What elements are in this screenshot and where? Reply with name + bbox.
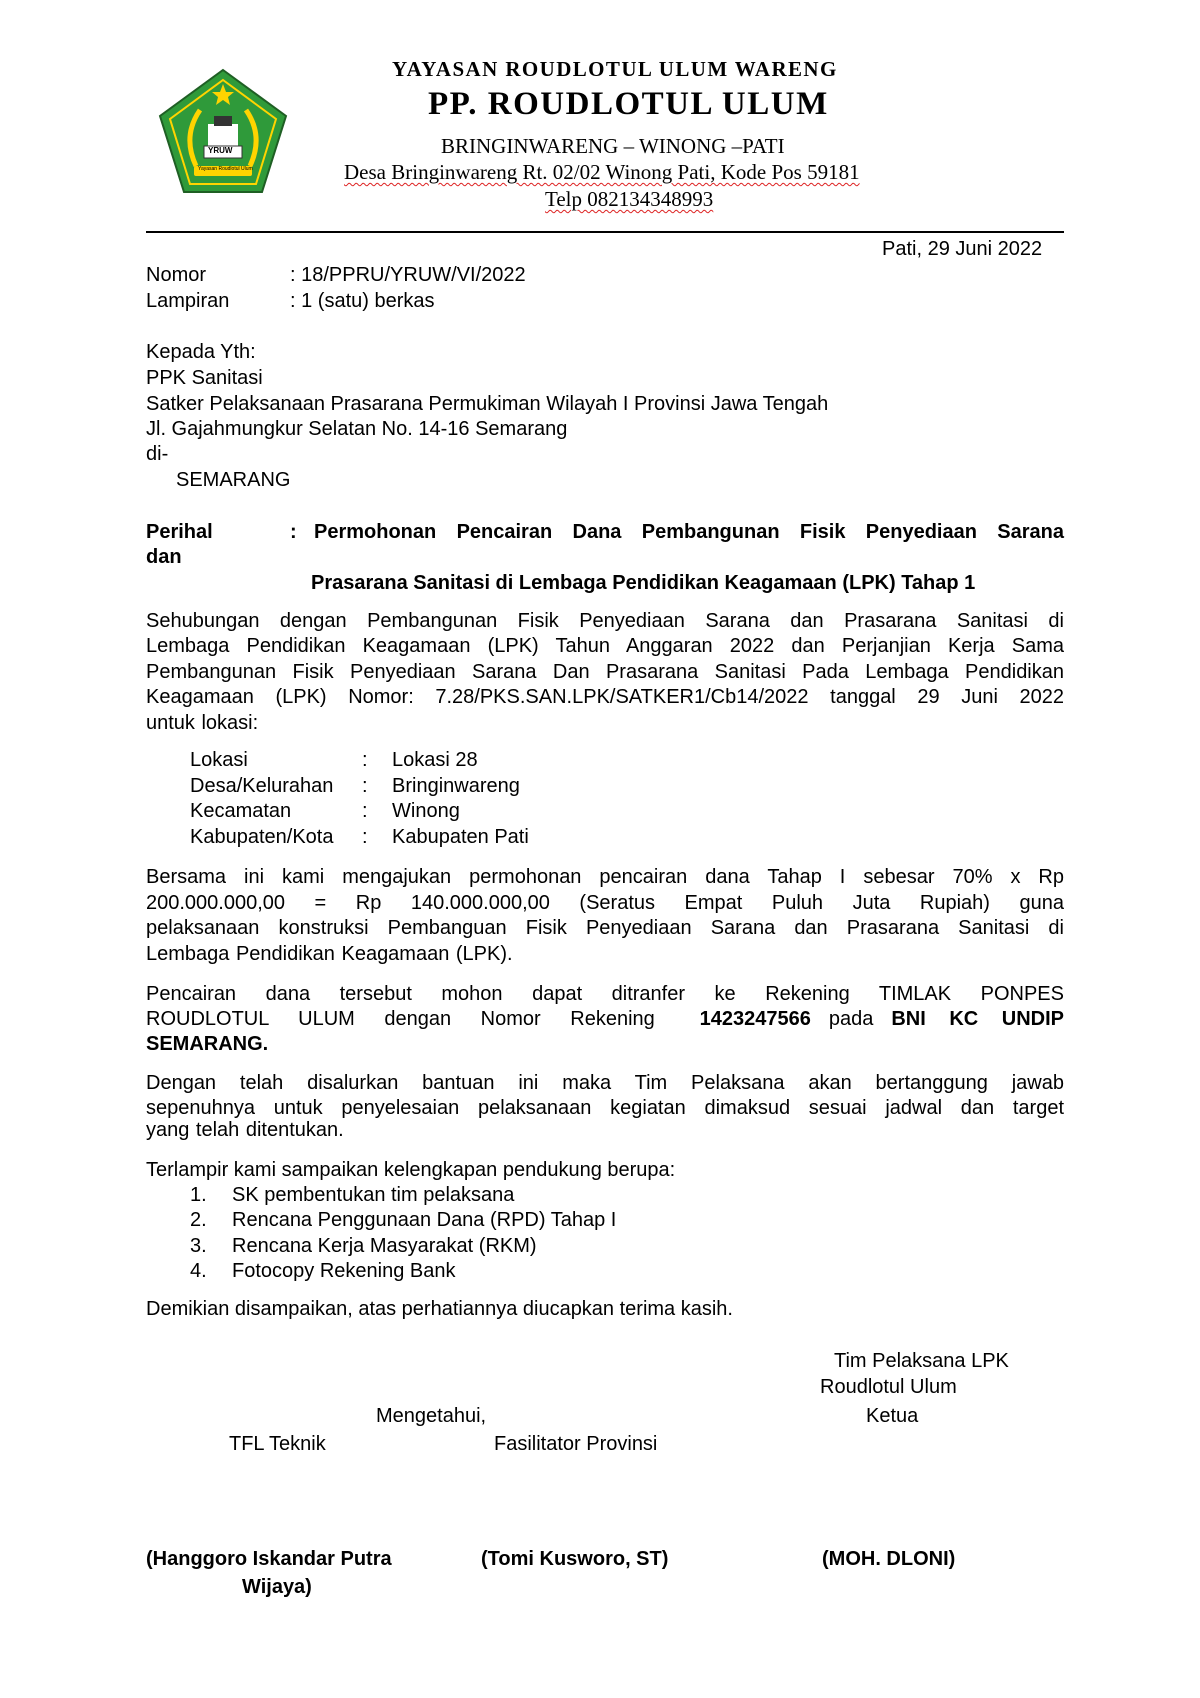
recipient-city: SEMARANG — [176, 469, 291, 491]
perihal-label-cont: dan — [146, 546, 182, 568]
regency-colon: : — [362, 826, 368, 848]
village-label: Desa/Kelurahan — [190, 775, 334, 797]
regency-value: Kabupaten Pati — [392, 826, 529, 848]
attachment-num: 1. — [190, 1184, 207, 1206]
signer-tfl-name-cont: Wijaya) — [242, 1576, 312, 1598]
attachment-item: Rencana Kerja Masyarakat (RKM) — [232, 1235, 537, 1257]
nomor-value: : 18/PPRU/YRUW/VI/2022 — [290, 264, 526, 286]
attachment-num: 2. — [190, 1209, 207, 1231]
team-role: Ketua — [866, 1405, 919, 1427]
para1-line-1: Sehubungan dengan Pembangunan Fisik Penyediaan Sarana dan Prasarana Sanitasi di — [146, 610, 1064, 632]
mengetahui-label: Mengetahui, — [376, 1405, 487, 1427]
recipient-title: PPK Sanitasi — [146, 367, 263, 389]
recipient-di: di- — [146, 443, 169, 465]
bank-name: BNI KC UNDIP — [891, 1008, 1064, 1030]
region-line: BRINGINWARENG – WINONG –PATI — [441, 134, 785, 158]
attachment-num: 3. — [190, 1235, 207, 1257]
para1-line-2: Lembaga Pendidikan Keagamaan (LPK) Tahun Anggaran 2022 dan Perjanjian Kerja Sama — [146, 635, 1064, 657]
perihal-line-2: Prasarana Sanitasi di Lembaga Pendidikan Keagamaan (LPK) Tahap 1 — [311, 572, 976, 594]
perihal-line-1: Permohonan Pencairan Dana Pembangunan Fisik Penyediaan Sarana — [314, 521, 1064, 543]
phone-line: Telp 082134348993 — [545, 187, 714, 211]
team-org: Roudlotul Ulum — [820, 1376, 957, 1398]
location-value: Lokasi 28 — [392, 749, 478, 771]
nomor-label: Nomor — [146, 264, 207, 286]
para3-line-2 — [146, 1006, 1064, 1032]
district-label: Kecamatan — [190, 800, 292, 822]
account-number: 1423247566 — [699, 1008, 811, 1030]
logo-bottom-text: Yayasan Roudlotul Ulum — [198, 166, 253, 172]
para4-line-2: sepenuhnya untuk penyelesaian pelaksanaan kegiatan dimaksud sesuai jadwal dan target — [146, 1097, 1064, 1119]
recipient-office: Satker Pelaksanaan Prasarana Permukiman Wilayah I Provinsi Jawa Tengah — [146, 393, 829, 415]
lampiran-label: Lampiran — [146, 290, 230, 312]
logo-emblem-icon — [156, 66, 290, 196]
para4-line-1: Dengan telah disalurkan bantuan ini maka Tim Pelaksana akan bertanggung jawab — [146, 1072, 1064, 1094]
location-colon: : — [362, 749, 368, 771]
team-title: Tim Pelaksana LPK — [834, 1350, 1009, 1372]
para2-line-2: 200.000.000,00 = Rp 140.000.000,00 (Seratus Empat Puluh Juta Rupiah) guna — [146, 892, 1064, 914]
attachment-item: Rencana Penggunaan Dana (RPD) Tahap I — [232, 1209, 617, 1231]
foundation-name: YAYASAN ROUDLOTUL ULUM WARENG — [392, 57, 838, 81]
foundation-logo — [156, 66, 290, 196]
village-colon: : — [362, 775, 368, 797]
para1-line-4: Keagamaan (LPK) Nomor: 7.28/PKS.SAN.LPK/SATKER1/Cb14/2022 tanggal 29 Juni 2022 — [146, 686, 1064, 708]
regency-label: Kabupaten/Kota — [190, 826, 334, 848]
para2-line-4: Lembaga Pendidikan Keagamaan (LPK). — [146, 943, 513, 965]
closing-sentence: Demikian disampaikan, atas perhatiannya diucapkan terima kasih. — [146, 1298, 733, 1320]
attachments-intro: Terlampir kami sampaikan kelengkapan pendukung berupa: — [146, 1159, 676, 1181]
recipient-greeting: Kepada Yth: — [146, 341, 256, 363]
para2-line-1: Bersama ini kami mengajukan permohonan pencairan dana Tahap I sebesar 70% x Rp — [146, 866, 1064, 888]
para3-line-3: SEMARANG. — [146, 1033, 269, 1055]
para2-line-3: pelaksanaan konstruksi Pembanguan Fisik Penyediaan Sarana dan Prasarana Sanitasi di — [146, 917, 1064, 939]
signer-ketua-name: (MOH. DLONI) — [822, 1548, 956, 1570]
para3-pada: pada — [828, 1008, 874, 1030]
para3-line-1: Pencairan dana tersebut mohon dapat ditranfer ke Rekening TIMLAK PONPES — [146, 983, 1064, 1005]
header-divider — [146, 231, 1064, 233]
address-line: Desa Bringinwareng Rt. 02/02 Winong Pati, Kode Pos 59181 — [344, 160, 860, 184]
perihal-colon: : — [290, 521, 297, 543]
signer-fasilitator-name: (Tomi Kusworo, ST) — [481, 1548, 669, 1570]
attachment-item: SK pembentukan tim pelaksana — [232, 1184, 515, 1206]
lampiran-value: : 1 (satu) berkas — [290, 290, 435, 312]
attachment-item: Fotocopy Rekening Bank — [232, 1260, 456, 1282]
para1-line-3: Pembangunan Fisik Penyediaan Sarana Dan Prasarana Sanitasi Pada Lembaga Pendidikan — [146, 661, 1064, 683]
para1-line-5: untuk lokasi: — [146, 712, 259, 734]
location-label: Lokasi — [190, 749, 248, 771]
fasilitator-role: Fasilitator Provinsi — [494, 1433, 658, 1455]
logo-text: YRUW — [208, 146, 233, 155]
signer-tfl-name: (Hanggoro Iskandar Putra — [146, 1548, 392, 1570]
recipient-address: Jl. Gajahmungkur Selatan No. 14-16 Semarang — [146, 418, 568, 440]
school-name: PP. ROUDLOTUL ULUM — [428, 86, 829, 122]
district-colon: : — [362, 800, 368, 822]
tfl-role: TFL Teknik — [229, 1433, 326, 1455]
village-value: Bringinwareng — [392, 775, 520, 797]
para3-text: ROUDLOTUL ULUM dengan Nomor Rekening — [146, 1008, 655, 1030]
district-value: Winong — [392, 800, 460, 822]
attachment-num: 4. — [190, 1260, 207, 1282]
letter-date: Pati, 29 Juni 2022 — [882, 238, 1043, 260]
perihal-label: Perihal — [146, 521, 213, 543]
para4-line-3: yang telah ditentukan. — [146, 1119, 344, 1141]
